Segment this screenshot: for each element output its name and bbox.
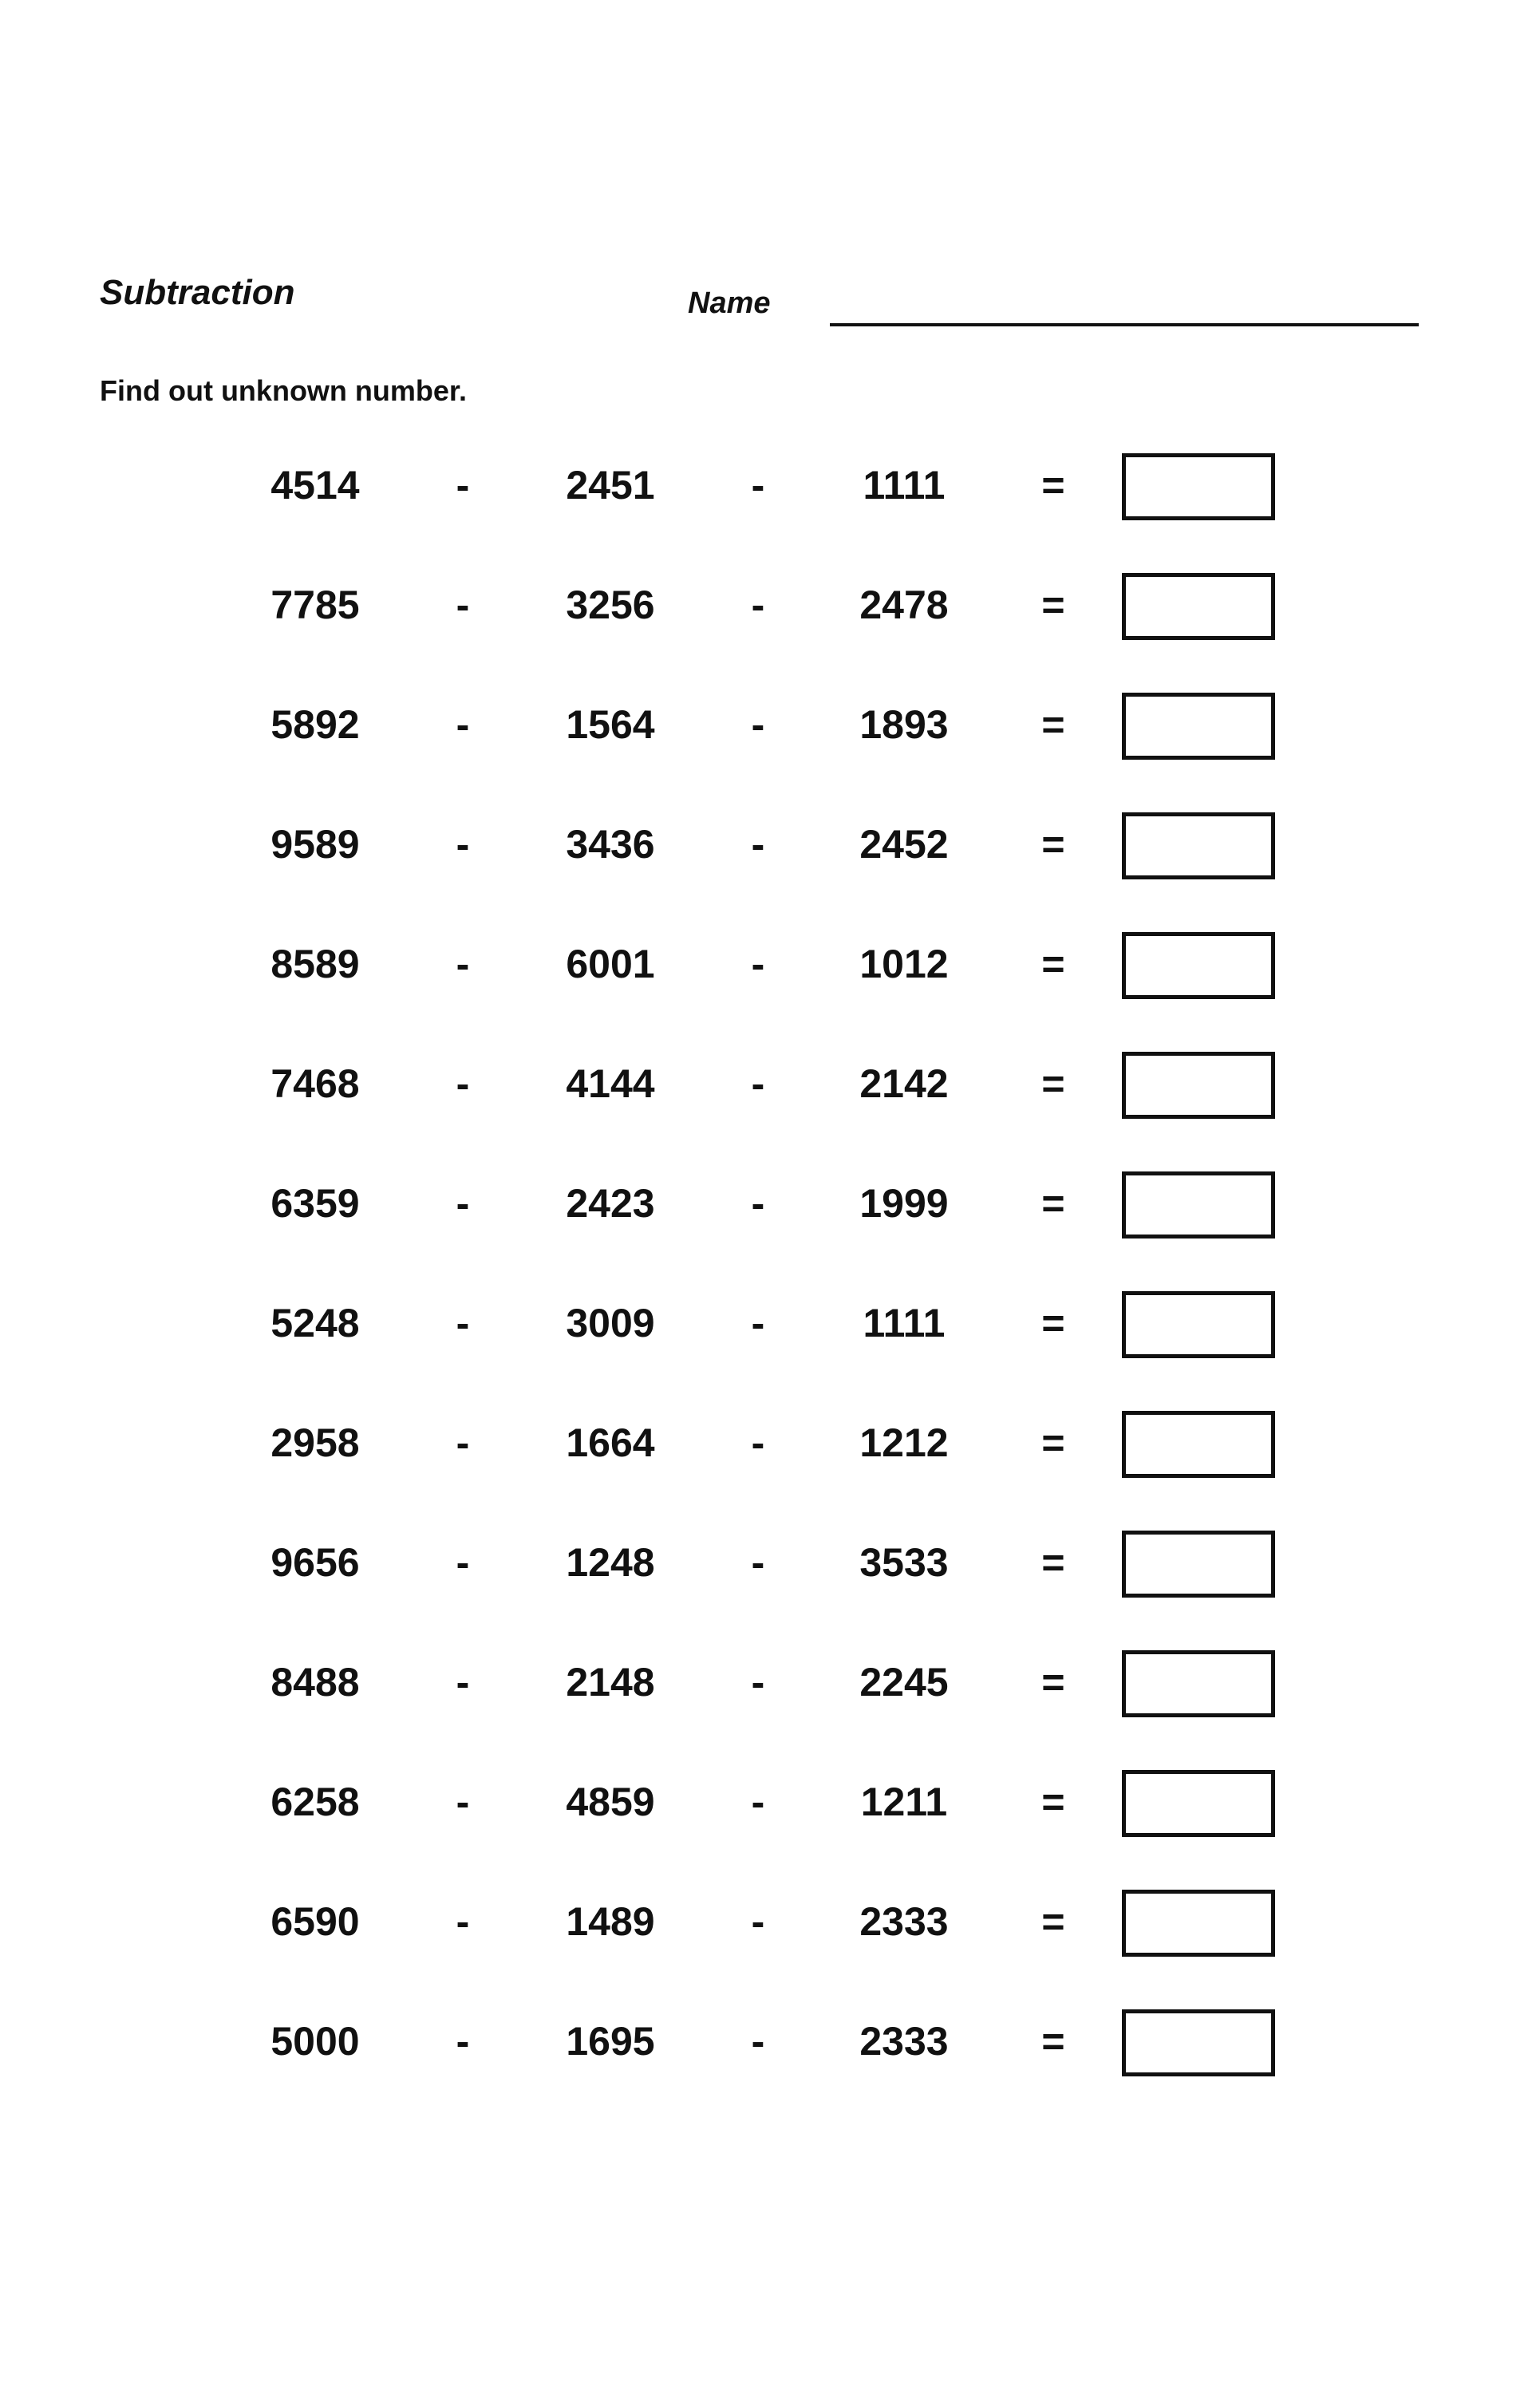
minus-sign: - bbox=[456, 1540, 470, 1585]
subtrahend-1: 3436 bbox=[566, 822, 655, 867]
answer-box[interactable] bbox=[1122, 1531, 1275, 1598]
minus-sign: - bbox=[751, 1420, 765, 1465]
minuend: 9589 bbox=[270, 822, 360, 867]
instructions: Find out unknown number. bbox=[100, 374, 467, 407]
minus-sign: - bbox=[751, 1540, 765, 1585]
answer-box[interactable] bbox=[1122, 2009, 1275, 2076]
worksheet-title: Subtraction bbox=[100, 273, 295, 312]
minus-sign: - bbox=[456, 1899, 470, 1944]
name-line bbox=[830, 323, 1419, 326]
minus-sign: - bbox=[751, 1780, 765, 1824]
minuend: 9656 bbox=[270, 1540, 360, 1585]
problem-row bbox=[0, 1770, 1540, 1890]
equals-sign: = bbox=[1041, 463, 1065, 508]
equals-sign: = bbox=[1041, 583, 1065, 627]
minuend: 7468 bbox=[270, 1061, 360, 1106]
minus-sign: - bbox=[456, 1780, 470, 1824]
subtrahend-1: 4859 bbox=[566, 1780, 655, 1824]
subtrahend-1: 2148 bbox=[566, 1660, 655, 1705]
subtrahend-2: 1999 bbox=[859, 1181, 949, 1226]
minus-sign: - bbox=[751, 1301, 765, 1345]
minuend: 6590 bbox=[270, 1899, 360, 1944]
subtrahend-1: 1664 bbox=[566, 1420, 655, 1465]
subtrahend-2: 2333 bbox=[859, 1899, 949, 1944]
subtrahend-1: 6001 bbox=[566, 942, 655, 986]
answer-box[interactable] bbox=[1122, 693, 1275, 760]
answer-box[interactable] bbox=[1122, 932, 1275, 999]
minus-sign: - bbox=[456, 1301, 470, 1345]
problem-row bbox=[0, 1531, 1540, 1650]
problem-row bbox=[0, 453, 1540, 573]
minuend: 5248 bbox=[270, 1301, 360, 1345]
minus-sign: - bbox=[456, 1181, 470, 1226]
minus-sign: - bbox=[751, 583, 765, 627]
subtrahend-2: 2452 bbox=[859, 822, 949, 867]
answer-box[interactable] bbox=[1122, 812, 1275, 879]
problem-row bbox=[0, 1411, 1540, 1531]
subtrahend-1: 4144 bbox=[566, 1061, 655, 1106]
problem-list bbox=[0, 453, 1540, 2129]
minus-sign: - bbox=[751, 1660, 765, 1705]
subtrahend-1: 3009 bbox=[566, 1301, 655, 1345]
minuend: 5892 bbox=[270, 702, 360, 747]
answer-box[interactable] bbox=[1122, 1770, 1275, 1837]
subtrahend-2: 2478 bbox=[859, 583, 949, 627]
subtrahend-2: 3533 bbox=[859, 1540, 949, 1585]
subtrahend-2: 1212 bbox=[859, 1420, 949, 1465]
equals-sign: = bbox=[1041, 942, 1065, 986]
answer-box[interactable] bbox=[1122, 1171, 1275, 1238]
subtrahend-1: 2451 bbox=[566, 463, 655, 508]
minuend: 8589 bbox=[270, 942, 360, 986]
problem-row bbox=[0, 1890, 1540, 2009]
answer-box[interactable] bbox=[1122, 1650, 1275, 1717]
minus-sign: - bbox=[456, 463, 470, 508]
minus-sign: - bbox=[751, 1899, 765, 1944]
answer-box[interactable] bbox=[1122, 453, 1275, 520]
equals-sign: = bbox=[1041, 1540, 1065, 1585]
subtrahend-2: 1012 bbox=[859, 942, 949, 986]
minus-sign: - bbox=[751, 822, 765, 867]
answer-box[interactable] bbox=[1122, 1411, 1275, 1478]
subtrahend-2: 1211 bbox=[860, 1780, 948, 1824]
minuend: 6359 bbox=[270, 1181, 360, 1226]
problem-row bbox=[0, 1052, 1540, 1171]
problem-row bbox=[0, 1650, 1540, 1770]
subtrahend-2: 2245 bbox=[859, 1660, 949, 1705]
minuend: 6258 bbox=[270, 1780, 360, 1824]
minuend: 4514 bbox=[270, 463, 360, 508]
equals-sign: = bbox=[1041, 702, 1065, 747]
equals-sign: = bbox=[1041, 822, 1065, 867]
minus-sign: - bbox=[456, 822, 470, 867]
subtrahend-2: 2142 bbox=[859, 1061, 949, 1106]
minus-sign: - bbox=[456, 2019, 470, 2064]
equals-sign: = bbox=[1041, 2019, 1065, 2064]
name-label: Name bbox=[688, 286, 771, 320]
minus-sign: - bbox=[456, 1061, 470, 1106]
minus-sign: - bbox=[456, 1660, 470, 1705]
minus-sign: - bbox=[456, 942, 470, 986]
subtrahend-1: 1489 bbox=[566, 1899, 655, 1944]
problem-row bbox=[0, 1291, 1540, 1411]
answer-box[interactable] bbox=[1122, 573, 1275, 640]
minus-sign: - bbox=[751, 463, 765, 508]
problem-row bbox=[0, 932, 1540, 1052]
equals-sign: = bbox=[1041, 1780, 1065, 1824]
problem-row bbox=[0, 693, 1540, 812]
problem-row bbox=[0, 573, 1540, 693]
subtrahend-1: 3256 bbox=[566, 583, 655, 627]
minus-sign: - bbox=[456, 702, 470, 747]
equals-sign: = bbox=[1041, 1061, 1065, 1106]
problem-row bbox=[0, 2009, 1540, 2129]
minus-sign: - bbox=[751, 1181, 765, 1226]
equals-sign: = bbox=[1041, 1899, 1065, 1944]
equals-sign: = bbox=[1041, 1660, 1065, 1705]
minus-sign: - bbox=[456, 583, 470, 627]
subtrahend-1: 2423 bbox=[566, 1181, 655, 1226]
minuend: 5000 bbox=[270, 2019, 360, 2064]
subtrahend-2: 1111 bbox=[863, 463, 946, 508]
minus-sign: - bbox=[456, 1420, 470, 1465]
minuend: 2958 bbox=[270, 1420, 360, 1465]
equals-sign: = bbox=[1041, 1420, 1065, 1465]
subtrahend-2: 1111 bbox=[863, 1301, 946, 1345]
answer-box[interactable] bbox=[1122, 1890, 1275, 1957]
minus-sign: - bbox=[751, 942, 765, 986]
minuend: 8488 bbox=[270, 1660, 360, 1705]
subtrahend-2: 2333 bbox=[859, 2019, 949, 2064]
problem-row bbox=[0, 812, 1540, 932]
problem-row bbox=[0, 1171, 1540, 1291]
answer-box[interactable] bbox=[1122, 1052, 1275, 1119]
subtrahend-1: 1248 bbox=[566, 1540, 655, 1585]
subtrahend-1: 1695 bbox=[566, 2019, 655, 2064]
equals-sign: = bbox=[1041, 1301, 1065, 1345]
equals-sign: = bbox=[1041, 1181, 1065, 1226]
minus-sign: - bbox=[751, 2019, 765, 2064]
minuend: 7785 bbox=[270, 583, 360, 627]
answer-box[interactable] bbox=[1122, 1291, 1275, 1358]
subtrahend-1: 1564 bbox=[566, 702, 655, 747]
minus-sign: - bbox=[751, 1061, 765, 1106]
minus-sign: - bbox=[751, 702, 765, 747]
subtrahend-2: 1893 bbox=[859, 702, 949, 747]
